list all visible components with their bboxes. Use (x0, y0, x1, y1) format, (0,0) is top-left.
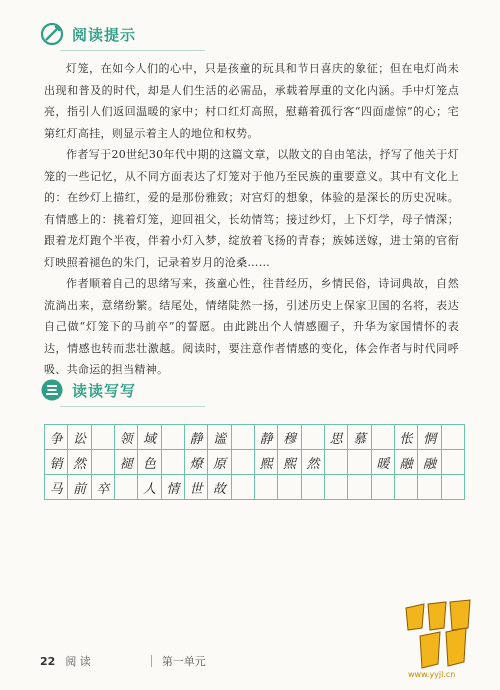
vocab-cell: 暖 (372, 450, 395, 475)
vocab-cell: 原 (208, 450, 231, 475)
paragraph-2: 作者写于20世纪30年代中期的这篇文章，以散文的自由笔法，抒写了他关于灯笼的一些记忆，从不同方面表达了灯笼对于他乃至民族的重要意义。其中有文化上的：在纱灯上描红，爱的是那份雅致；对宫灯的想象，体验的是深长的历史况味。有情感上的：挑着灯笼，迎回祖父，长幼情笃；接过纱灯，上下灯学，母子情深；跟着龙灯跑个半夜，伴着小灯入梦，绽放着飞扬的青春；族姊送嫁，进士第的官衔灯映照着褪色的朱门，记录着岁月的沧桑…… (44, 148, 459, 269)
vocab-cell: 故 (208, 475, 231, 500)
read-write-title: 读读写写 (72, 381, 137, 400)
vocab-cell (325, 450, 348, 475)
vocab-cell: 融 (395, 450, 418, 475)
vocab-cell: 世 (185, 475, 208, 500)
watermark-logo (400, 598, 492, 682)
vocab-cell (348, 450, 371, 475)
vocab-cell: 然 (302, 450, 325, 475)
vocab-cell: 谧 (208, 425, 231, 450)
vocab-cell (232, 475, 255, 500)
vocab-cell: 然 (68, 450, 91, 475)
vocab-cell: 怅 (395, 425, 418, 450)
paragraph-1: 灯笼，在如今人们的心中，只是孩童的玩具和节日喜庆的象征；但在电灯尚未出现和普及的时代，却是人们生活的必需品，承载着厚重的文化内涵。手中灯笼点亮，指引人们返回温暖的家中；村口红灯高照，慰藉着孤行客“四面虚惊”的心；宅第红灯高挂，则显示着主人的地位和权势。 (44, 62, 459, 140)
vocab-cell: 情 (162, 475, 185, 500)
vocab-cell (232, 425, 255, 450)
footer-separator (151, 655, 152, 667)
numbered-three-icon (40, 378, 64, 402)
vocab-cell (302, 425, 325, 450)
vocab-cell: 慕 (348, 425, 371, 450)
vocab-cell: 人 (138, 475, 161, 500)
vocab-cell (162, 425, 185, 450)
paragraph-3: 作者顺着自己的思绪写来，孩童心性，往昔经历，乡情民俗，诗词典故，自然流淌出来，意绪纷繁。结尾处，情绪陡然一扬，引述历史上保家卫国的名将，表达自己做“灯笼下的马前卒”的誓愿。由此跳出个人情感圈子，升华为家国情怀的表达，情感也转而悲壮激越。阅读时，要注意作者情感的变化，体会作者与时代同呼吸、共命运的担当精神。 (44, 277, 459, 376)
vocab-cell (442, 425, 465, 450)
vocab-cell (442, 450, 465, 475)
vocab-cell (372, 425, 395, 450)
header-divider (60, 406, 205, 407)
watermark-url: www.yyjl.cn (408, 670, 456, 679)
vocab-cell: 褪 (115, 450, 138, 475)
footer-unit: 第一单元 (161, 655, 206, 668)
vocab-cell: 思 (325, 425, 348, 450)
vocab-cell: 前 (68, 475, 91, 500)
vocab-cell: 争 (45, 425, 68, 450)
vocab-cell (325, 475, 348, 500)
vocab-cell: 熙 (255, 450, 278, 475)
header-divider (60, 50, 205, 51)
reading-tips-title: 阅读提示 (72, 25, 137, 44)
read-write-header (40, 378, 136, 402)
reading-tips-icon (40, 22, 64, 46)
reading-tips-header (40, 22, 136, 46)
vocab-cell (442, 475, 465, 500)
vocab-cell (348, 475, 371, 500)
vocab-cell: 马 (45, 475, 68, 500)
vocab-cell (255, 475, 278, 500)
vocab-cell (115, 475, 138, 500)
vocab-cell (232, 450, 255, 475)
vocab-cell: 销 (45, 450, 68, 475)
vocab-cell (372, 475, 395, 500)
vocab-cell: 域 (138, 425, 161, 450)
vocab-cell (92, 425, 115, 450)
vocab-cell: 领 (115, 425, 138, 450)
vocab-cell (395, 475, 418, 500)
reading-tips-body (44, 58, 459, 381)
vocab-cell: 惘 (418, 425, 441, 450)
vocab-cell (278, 475, 301, 500)
page-footer (40, 653, 206, 669)
vocab-cell (92, 450, 115, 475)
vocab-cell (162, 450, 185, 475)
page-number: 22 (40, 654, 56, 668)
vocab-cell: 燎 (185, 450, 208, 475)
vocab-cell: 静 (185, 425, 208, 450)
vocab-cell: 色 (138, 450, 161, 475)
vocab-grid (44, 424, 465, 500)
vocab-cell (418, 475, 441, 500)
vocab-cell: 熙 (278, 450, 301, 475)
footer-section: 阅 读 (65, 655, 91, 668)
vocab-cell: 穆 (278, 425, 301, 450)
vocab-cell: 静 (255, 425, 278, 450)
vocab-cell: 融 (418, 450, 441, 475)
vocab-cell: 卒 (92, 475, 115, 500)
vocab-cell: 讼 (68, 425, 91, 450)
vocab-cell (302, 475, 325, 500)
